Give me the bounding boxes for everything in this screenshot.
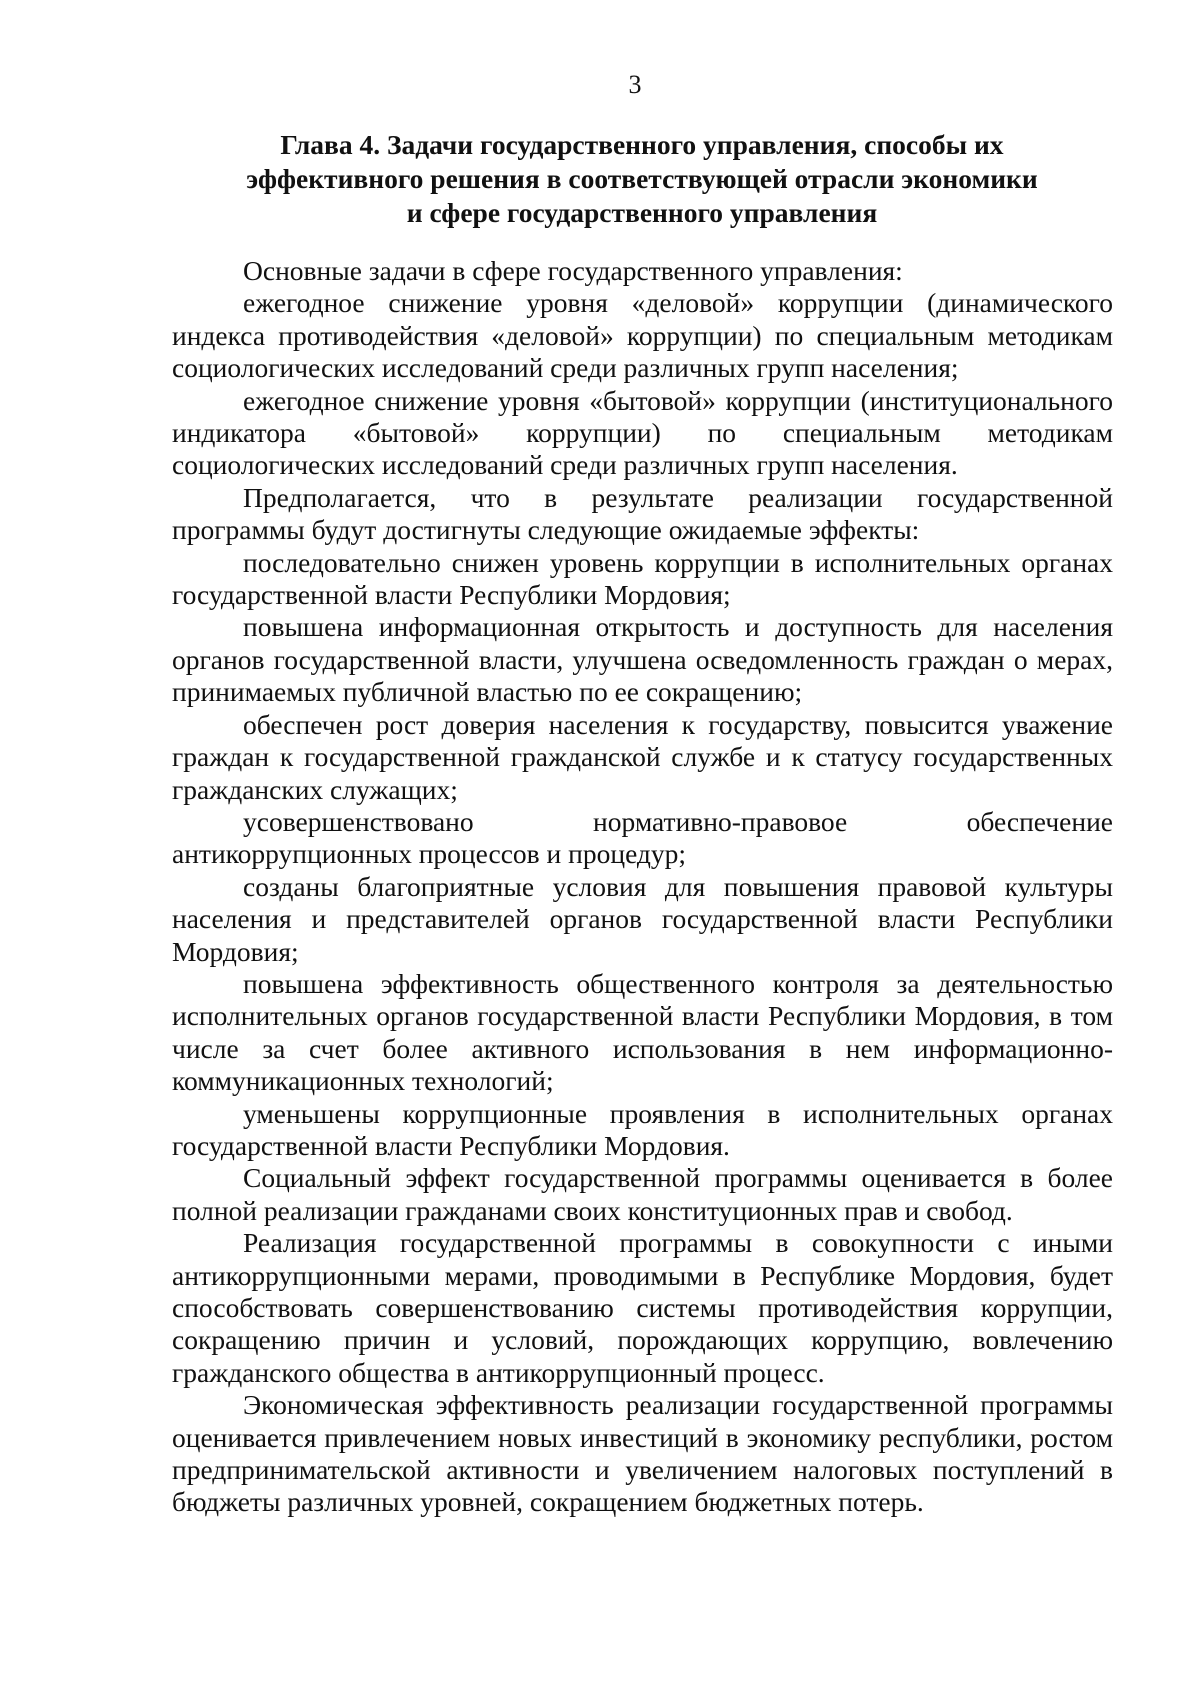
paragraph-intro: Основные задачи в сфере государственного управления: bbox=[243, 255, 903, 286]
paragraph-effect: последовательно снижен уровень коррупции в исполнительных органах государственной власти Республики Мордовия; bbox=[172, 546, 1113, 611]
paragraph-effect: усовершенствовано нормативно-правовое обеспечение антикоррупционных процессов и процедур; bbox=[172, 805, 1113, 870]
body-text bbox=[172, 255, 1113, 1519]
paragraph-effect: уменьшены коррупционные проявления в исполнительных органах государственной власти Республики Мордовия. bbox=[172, 1097, 1113, 1161]
page-number: 3 bbox=[628, 70, 642, 99]
paragraph-implementation: Реализация государственной программы в совокупности с иными антикоррупционными мерами, проводимыми в Республике Мордовия, будет способствовать совершенствованию системы противодействия коррупции, сокращению причин и условий, порождающих коррупцию, вовлечению гражданского общества в антикоррупционный процесс. bbox=[172, 1227, 1113, 1388]
paragraph-effect: обеспечен рост доверия населения к государству, повысится уважение граждан к государственной гражданской службе и к статусу государственных гражданских служащих; bbox=[172, 708, 1113, 805]
chapter-heading bbox=[172, 128, 1112, 230]
paragraph-effect: повышена эффективность общественного контроля за деятельностью исполнительных органов государственной власти Республики Мордовия, в том числе за счет более активного использования в нем информационно-коммуникационных технологий; bbox=[172, 967, 1113, 1097]
chapter-heading-line: и сфере государственного управления bbox=[406, 197, 878, 228]
paragraph-task-business-corruption: ежегодное снижение уровня «деловой» коррупции (динамического индекса противодействия «деловой» коррупции) по специальным методикам социологических исследований среди различных групп населения; bbox=[172, 287, 1113, 384]
paragraph-effect: созданы благоприятные условия для повышения правовой культуры населения и представителей органов государственной власти Республики Мордовия; bbox=[172, 870, 1113, 967]
paragraph-expected-effects: Предполагается, что в результате реализации государственной программы будут достигнуты следующие ожидаемые эффекты: bbox=[172, 481, 1113, 546]
chapter-heading-line: Глава 4. Задачи государственного управления, способы их bbox=[280, 129, 1004, 160]
chapter-heading-line: эффективного решения в соответствующей отрасли экономики bbox=[246, 163, 1038, 194]
paragraph-economic-effect: Экономическая эффективность реализации государственной программы оценивается привлечением новых инвестиций в экономику республики, ростом предпринимательской активности и увеличением налоговых поступлений в бюджеты различных уровней, сокращением бюджетных потерь. bbox=[172, 1389, 1113, 1518]
paragraph-task-household-corruption: ежегодное снижение уровня «бытовой» коррупции (институционального индикатора «бытовой» коррупции) по специальным методикам социологических исследований среди различных групп населения. bbox=[172, 384, 1113, 481]
paragraph-effect: повышена информационная открытость и доступность для населения органов государственной власти, улучшена осведомленность граждан о мерах, принимаемых публичной властью по ее сокращению; bbox=[172, 611, 1113, 708]
paragraph-social-effect: Социальный эффект государственной программы оценивается в более полной реализации гражданами своих конституционных прав и свобод. bbox=[172, 1162, 1113, 1226]
